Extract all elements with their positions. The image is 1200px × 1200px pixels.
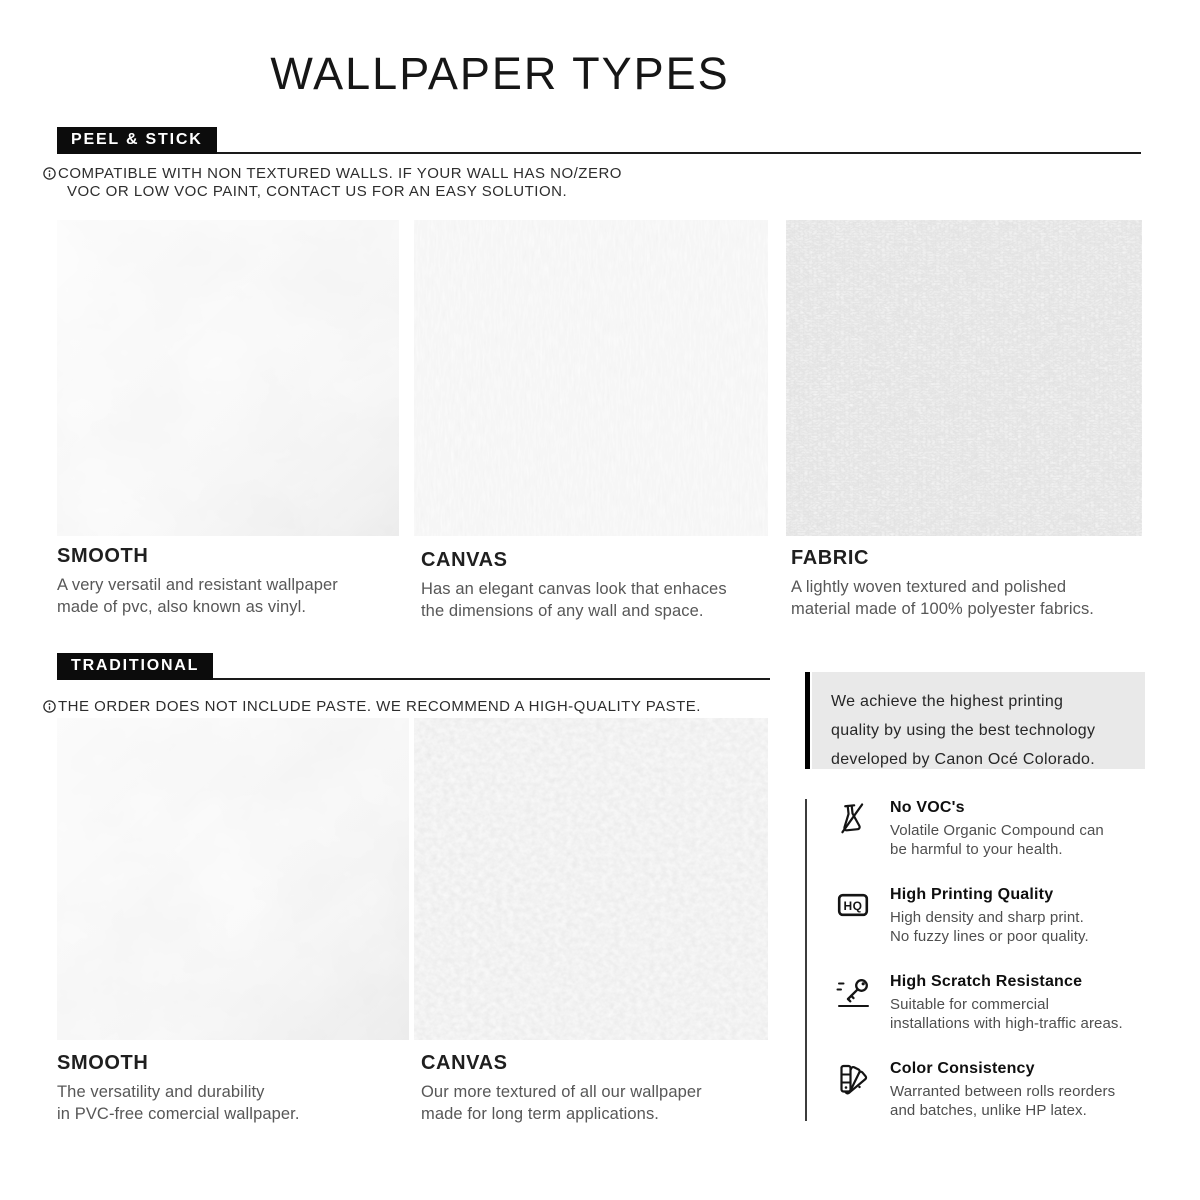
swatch-name: SMOOTH: [57, 545, 149, 567]
feature-description-line: Warranted between rolls reorders: [890, 1083, 1116, 1100]
section-label-peel-stick: PEEL & STICK: [57, 127, 217, 154]
swatch-description-line: The versatility and durability: [57, 1083, 265, 1101]
swatch-name: CANVAS: [421, 1052, 508, 1074]
page-title: WALLPAPER TYPES: [270, 48, 730, 99]
printing-quality-quote: [812, 672, 1145, 769]
swatch-name: FABRIC: [791, 547, 870, 569]
feature-title: High Scratch Resistance: [890, 973, 1083, 990]
fabric-texture-image: [786, 220, 1142, 536]
smooth-pvc-free-texture-image: [57, 718, 409, 1040]
swatch-name: CANVAS: [421, 549, 508, 571]
note-line: VOC OR LOW VOC PAINT, CONTACT US FOR AN EASY SOLUTION.: [67, 182, 568, 200]
swatch-description-line: material made of 100% polyester fabrics.: [791, 599, 1094, 618]
info-icon: [43, 700, 56, 713]
swatch-description-line: the dimensions of any wall and space.: [421, 601, 704, 620]
quote-line: quality by using the best technology: [831, 722, 1096, 739]
feature-title: Color Consistency: [890, 1060, 1035, 1077]
canvas-traditional-caption: [421, 1052, 771, 1125]
feature-description-line: Suitable for commercial: [890, 996, 1050, 1013]
feature-description-line: be harmful to your health.: [890, 841, 1063, 858]
note-line: COMPATIBLE WITH NON TEXTURED WALLS. IF YOUR WALL HAS NO/ZERO: [58, 165, 622, 182]
hq-badge-icon: [836, 888, 870, 922]
feature-description-line: High density and sharp print.: [890, 909, 1084, 926]
swatch-description-line: Our more textured of all our wallpaper: [421, 1083, 702, 1101]
canvas-texture-image: [414, 220, 768, 536]
swatch-description-line: Has an elegant canvas look that enhaces: [421, 580, 727, 598]
color-consistency-fan-icon: [836, 1062, 870, 1096]
quote-accent-bar: [805, 672, 810, 769]
peel-stick-divider-line: [57, 152, 1141, 154]
swatch-description-line: made for long term applications.: [421, 1104, 659, 1123]
smooth-caption: [57, 545, 397, 618]
svg-text:HQ: HQ: [843, 898, 863, 913]
feature-title: No VOC's: [890, 799, 965, 816]
quote-line: We achieve the highest printing: [831, 693, 1064, 710]
feature-description-line: and batches, unlike HP latex.: [890, 1102, 1087, 1119]
section-label-traditional: TRADITIONAL: [57, 653, 213, 680]
peel-stick-note: [43, 165, 622, 200]
smooth-texture-image: [57, 220, 399, 536]
note-line: THE ORDER DOES NOT INCLUDE PASTE. WE RECOMMEND A HIGH-QUALITY PASTE.: [58, 698, 701, 715]
swatch-description-line: A lightly woven textured and polished: [791, 578, 1067, 596]
swatch-description-line: made of pvc, also known as vinyl.: [57, 597, 307, 616]
coarse-canvas-texture-image: [414, 718, 768, 1040]
feature-description-line: installations with high-traffic areas.: [890, 1015, 1123, 1032]
smooth-traditional-caption: [57, 1052, 397, 1125]
swatch-description-line: A very versatil and resistant wallpaper: [57, 576, 338, 594]
no-voc-flask-icon: [836, 801, 870, 835]
scratch-resistance-key-icon: [836, 975, 870, 1009]
quote-line: developed by Canon Océ Colorado.: [831, 751, 1095, 768]
feature-high-printing-quality: [836, 885, 1152, 946]
feature-color-consistency: [836, 1059, 1152, 1120]
fabric-caption: [791, 547, 1146, 620]
swatch-name: SMOOTH: [57, 1052, 149, 1074]
feature-description-line: Volatile Organic Compound can: [890, 822, 1104, 839]
feature-description-line: No fuzzy lines or poor quality.: [890, 928, 1089, 945]
traditional-note: [43, 698, 701, 716]
info-icon: [43, 167, 56, 180]
feature-no-voc: [836, 798, 1152, 859]
feature-title: High Printing Quality: [890, 886, 1054, 903]
features-divider-line: [805, 799, 807, 1121]
feature-high-scratch-resistance: [836, 972, 1152, 1033]
swatch-description-line: in PVC-free comercial wallpaper.: [57, 1104, 300, 1123]
canvas-caption: [421, 549, 771, 622]
